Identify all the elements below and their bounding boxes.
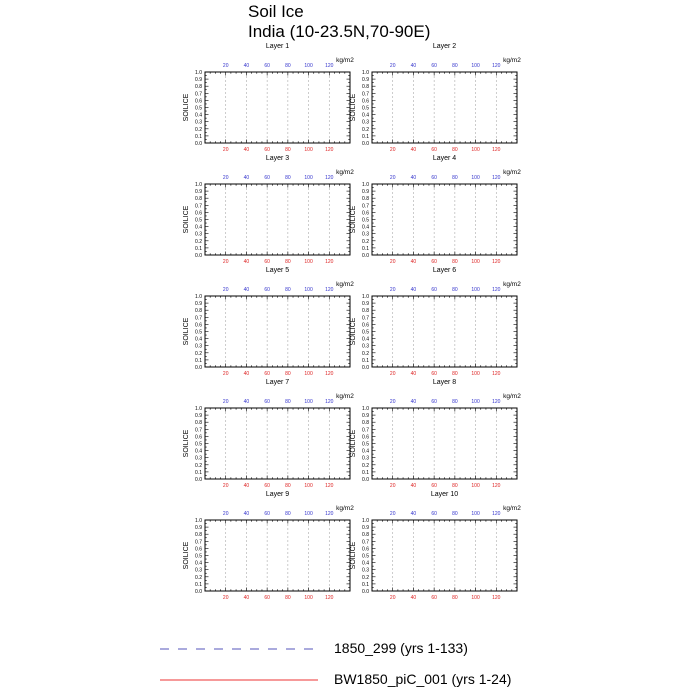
x-top-tick-label: 60 <box>431 287 437 293</box>
y-tick-label: 0.6 <box>362 210 369 217</box>
x-bottom-tick-label: 40 <box>243 147 250 153</box>
y-tick-label: 0.8 <box>362 532 369 539</box>
x-top-tick-label: 80 <box>452 511 458 517</box>
y-tick-label: 0.5 <box>195 105 202 112</box>
top-axis-unit: kg/m2 <box>503 281 521 288</box>
y-tick-label: 0.2 <box>195 238 202 245</box>
x-bottom-tick-label: 100 <box>304 483 313 489</box>
x-bottom-tick-label: 20 <box>222 595 229 601</box>
x-bottom-tick-label: 40 <box>410 259 417 265</box>
y-tick-label: 0.9 <box>195 189 202 196</box>
x-bottom-tick-label: 20 <box>389 371 396 377</box>
x-top-tick-label: 40 <box>410 287 417 293</box>
y-axis-label: SOILICE <box>183 429 190 458</box>
top-axis-unit: kg/m2 <box>503 57 521 64</box>
x-top-tick-label: 40 <box>410 63 417 69</box>
x-top-tick-label: 40 <box>243 287 250 293</box>
x-top-tick-label: 80 <box>285 175 291 181</box>
y-tick-label: 0.8 <box>195 420 202 427</box>
y-tick-label: 0.7 <box>195 315 202 322</box>
y-tick-label: 0.8 <box>195 84 202 91</box>
y-tick-label: 0.8 <box>195 532 202 539</box>
x-top-tick-label: 80 <box>285 63 291 69</box>
x-top-tick-label: 100 <box>471 63 480 69</box>
top-axis-unit: kg/m2 <box>336 281 354 288</box>
panel-6 <box>350 267 521 377</box>
x-top-tick-label: 40 <box>410 511 417 517</box>
legend-label-2: BW1850_piC_001 (yrs 1-24) <box>334 671 512 687</box>
x-bottom-tick-label: 120 <box>325 483 334 489</box>
y-tick-label: 0.1 <box>362 133 369 140</box>
plot-frame <box>205 520 350 591</box>
y-tick-label: 1.0 <box>195 518 202 524</box>
x-bottom-tick-label: 20 <box>389 483 396 489</box>
x-top-tick-label: 120 <box>492 511 501 517</box>
x-top-tick-label: 120 <box>492 175 501 181</box>
x-top-tick-label: 40 <box>243 399 250 405</box>
y-tick-label: 0.3 <box>195 343 202 350</box>
y-tick-label: 1.0 <box>362 182 369 188</box>
y-tick-label: 0.8 <box>362 84 369 91</box>
y-tick-label: 0.1 <box>362 357 369 364</box>
x-top-tick-label: 40 <box>410 175 417 181</box>
x-top-tick-label: 120 <box>325 399 334 405</box>
y-tick-label: 0.1 <box>195 133 202 140</box>
top-axis-unit: kg/m2 <box>336 393 354 400</box>
y-tick-label: 0.7 <box>362 427 369 434</box>
y-tick-label: 0.1 <box>362 469 369 476</box>
y-axis-label: SOILICE <box>183 205 190 234</box>
y-tick-label: 0.0 <box>362 477 369 483</box>
y-tick-label: 0.5 <box>362 105 369 112</box>
x-top-tick-label: 20 <box>222 63 229 69</box>
y-tick-label: 0.8 <box>195 308 202 315</box>
y-tick-label: 0.7 <box>362 203 369 210</box>
x-top-tick-label: 40 <box>243 63 250 69</box>
x-bottom-tick-label: 60 <box>264 595 270 601</box>
x-top-tick-label: 60 <box>264 63 270 69</box>
x-bottom-tick-label: 100 <box>471 595 480 601</box>
x-bottom-tick-label: 60 <box>264 259 270 265</box>
x-bottom-tick-label: 40 <box>243 595 250 601</box>
y-tick-label: 0.7 <box>362 539 369 546</box>
x-top-tick-label: 100 <box>471 399 480 405</box>
y-axis-label: SOILICE <box>350 205 357 234</box>
y-tick-label: 0.1 <box>195 357 202 364</box>
y-tick-label: 1.0 <box>195 70 202 76</box>
y-tick-label: 0.2 <box>195 350 202 357</box>
panel-title: Layer 4 <box>432 155 457 162</box>
x-bottom-tick-label: 60 <box>431 483 437 489</box>
y-tick-label: 0.7 <box>362 91 369 98</box>
y-tick-label: 0.0 <box>362 589 369 595</box>
x-top-tick-label: 60 <box>431 399 437 405</box>
y-tick-label: 0.5 <box>362 441 369 448</box>
panel-2 <box>350 43 521 153</box>
y-tick-label: 0.4 <box>362 224 369 231</box>
y-tick-label: 0.9 <box>362 413 369 420</box>
x-bottom-tick-label: 120 <box>492 595 501 601</box>
x-bottom-tick-label: 120 <box>492 259 501 265</box>
x-bottom-tick-label: 100 <box>304 595 313 601</box>
y-tick-label: 0.2 <box>362 350 369 357</box>
y-tick-label: 0.3 <box>195 231 202 238</box>
x-bottom-tick-label: 20 <box>389 147 396 153</box>
x-bottom-tick-label: 100 <box>471 371 480 377</box>
x-top-tick-label: 40 <box>410 399 417 405</box>
x-top-tick-label: 100 <box>471 511 480 517</box>
x-top-tick-label: 60 <box>264 511 270 517</box>
y-tick-label: 0.2 <box>195 574 202 581</box>
y-tick-label: 0.0 <box>195 477 202 483</box>
x-top-tick-label: 20 <box>389 511 396 517</box>
y-tick-label: 0.6 <box>362 98 369 105</box>
x-top-tick-label: 120 <box>325 287 334 293</box>
x-top-tick-label: 20 <box>389 399 396 405</box>
x-bottom-tick-label: 60 <box>431 147 437 153</box>
y-tick-label: 0.9 <box>195 413 202 420</box>
x-top-tick-label: 120 <box>325 175 334 181</box>
x-bottom-tick-label: 100 <box>304 147 313 153</box>
plot-frame <box>205 72 350 143</box>
y-axis-label: SOILICE <box>350 541 357 570</box>
y-tick-label: 1.0 <box>195 294 202 300</box>
panel-3 <box>183 155 354 265</box>
y-tick-label: 0.4 <box>195 112 202 119</box>
top-axis-unit: kg/m2 <box>336 169 354 176</box>
x-top-tick-label: 80 <box>452 175 458 181</box>
panel-title: Layer 7 <box>265 379 290 386</box>
plot-frame <box>372 408 517 479</box>
x-top-tick-label: 100 <box>304 287 313 293</box>
x-top-tick-label: 20 <box>222 287 229 293</box>
x-bottom-tick-label: 80 <box>452 259 458 265</box>
y-tick-label: 0.3 <box>362 567 369 574</box>
y-tick-label: 0.8 <box>362 308 369 315</box>
x-bottom-tick-label: 20 <box>222 483 229 489</box>
x-top-tick-label: 120 <box>492 399 501 405</box>
y-tick-label: 0.2 <box>195 462 202 469</box>
y-tick-label: 0.6 <box>362 322 369 329</box>
x-bottom-tick-label: 80 <box>452 595 458 601</box>
x-bottom-tick-label: 20 <box>222 147 229 153</box>
y-tick-label: 0.9 <box>362 77 369 84</box>
x-top-tick-label: 20 <box>222 175 229 181</box>
top-axis-unit: kg/m2 <box>503 169 521 176</box>
y-tick-label: 0.3 <box>195 455 202 462</box>
top-axis-unit: kg/m2 <box>503 393 521 400</box>
y-tick-label: 0.0 <box>195 589 202 595</box>
x-bottom-tick-label: 40 <box>243 371 250 377</box>
x-top-tick-label: 20 <box>389 63 396 69</box>
y-axis-label: SOILICE <box>183 541 190 570</box>
y-tick-label: 0.7 <box>362 315 369 322</box>
x-bottom-tick-label: 60 <box>264 483 270 489</box>
x-bottom-tick-label: 120 <box>325 595 334 601</box>
x-bottom-tick-label: 20 <box>222 371 229 377</box>
y-tick-label: 0.8 <box>362 196 369 203</box>
x-top-tick-label: 80 <box>285 399 291 405</box>
x-bottom-tick-label: 40 <box>410 147 417 153</box>
plot-frame <box>205 408 350 479</box>
x-bottom-tick-label: 40 <box>243 259 250 265</box>
x-bottom-tick-label: 40 <box>410 595 417 601</box>
y-tick-label: 0.9 <box>362 189 369 196</box>
x-bottom-tick-label: 80 <box>285 483 291 489</box>
panel-7 <box>183 379 354 489</box>
x-top-tick-label: 80 <box>285 287 291 293</box>
x-bottom-tick-label: 80 <box>285 371 291 377</box>
y-tick-label: 0.4 <box>362 448 369 455</box>
x-bottom-tick-label: 60 <box>431 595 437 601</box>
x-bottom-tick-label: 100 <box>471 147 480 153</box>
x-bottom-tick-label: 80 <box>285 595 291 601</box>
x-top-tick-label: 20 <box>389 175 396 181</box>
y-tick-label: 0.1 <box>362 581 369 588</box>
x-top-tick-label: 20 <box>222 399 229 405</box>
x-top-tick-label: 20 <box>389 287 396 293</box>
y-tick-label: 0.2 <box>195 126 202 133</box>
y-tick-label: 0.8 <box>195 196 202 203</box>
x-bottom-tick-label: 20 <box>222 259 229 265</box>
panel-title: Layer 9 <box>265 491 290 498</box>
x-bottom-tick-label: 100 <box>471 259 480 265</box>
plot-frame <box>205 296 350 367</box>
y-tick-label: 0.3 <box>195 119 202 126</box>
y-tick-label: 0.7 <box>195 539 202 546</box>
y-tick-label: 0.4 <box>195 560 202 567</box>
y-tick-label: 0.6 <box>195 434 202 441</box>
panel-9 <box>183 491 354 601</box>
y-tick-label: 0.3 <box>362 231 369 238</box>
y-tick-label: 0.3 <box>195 567 202 574</box>
panel-title: Layer 10 <box>430 491 459 498</box>
x-top-tick-label: 120 <box>325 63 334 69</box>
y-tick-label: 1.0 <box>362 518 369 524</box>
y-tick-label: 0.5 <box>362 553 369 560</box>
y-tick-label: 0.3 <box>362 455 369 462</box>
y-tick-label: 1.0 <box>362 406 369 412</box>
x-top-tick-label: 40 <box>243 175 250 181</box>
y-tick-label: 0.1 <box>195 245 202 252</box>
y-axis-label: SOILICE <box>350 93 357 122</box>
x-top-tick-label: 80 <box>285 511 291 517</box>
x-top-tick-label: 100 <box>304 511 313 517</box>
x-top-tick-label: 100 <box>471 175 480 181</box>
x-top-tick-label: 60 <box>431 175 437 181</box>
panel-4 <box>350 155 521 265</box>
legend-label-1: 1850_299 (yrs 1-133) <box>334 640 468 656</box>
plot-frame <box>372 520 517 591</box>
y-tick-label: 1.0 <box>195 182 202 188</box>
y-tick-label: 0.0 <box>195 365 202 371</box>
panel-title: Layer 6 <box>432 267 457 274</box>
y-tick-label: 0.0 <box>362 141 369 147</box>
top-axis-unit: kg/m2 <box>336 505 354 512</box>
x-top-tick-label: 100 <box>471 287 480 293</box>
y-tick-label: 0.7 <box>195 203 202 210</box>
x-bottom-tick-label: 120 <box>325 147 334 153</box>
x-bottom-tick-label: 80 <box>452 371 458 377</box>
y-tick-label: 0.5 <box>195 553 202 560</box>
x-top-tick-label: 40 <box>243 511 250 517</box>
x-top-tick-label: 100 <box>304 175 313 181</box>
x-top-tick-label: 120 <box>492 63 501 69</box>
x-bottom-tick-label: 60 <box>431 259 437 265</box>
y-tick-label: 0.2 <box>362 126 369 133</box>
x-bottom-tick-label: 60 <box>431 371 437 377</box>
y-tick-label: 1.0 <box>195 406 202 412</box>
x-top-tick-label: 80 <box>452 63 458 69</box>
y-tick-label: 0.8 <box>362 420 369 427</box>
panel-title: Layer 5 <box>265 267 290 274</box>
y-tick-label: 0.1 <box>195 469 202 476</box>
panel-8 <box>350 379 521 489</box>
top-axis-unit: kg/m2 <box>503 505 521 512</box>
y-tick-label: 0.9 <box>362 301 369 308</box>
x-top-tick-label: 60 <box>431 63 437 69</box>
x-top-tick-label: 120 <box>492 287 501 293</box>
y-tick-label: 0.0 <box>195 253 202 259</box>
y-tick-label: 0.2 <box>362 238 369 245</box>
panel-10 <box>350 491 521 601</box>
x-top-tick-label: 80 <box>452 287 458 293</box>
plot-frame <box>372 296 517 367</box>
y-tick-label: 0.6 <box>195 546 202 553</box>
y-tick-label: 0.6 <box>195 98 202 105</box>
y-tick-label: 0.4 <box>195 336 202 343</box>
y-tick-label: 0.3 <box>362 119 369 126</box>
x-top-tick-label: 60 <box>431 511 437 517</box>
x-bottom-tick-label: 80 <box>452 483 458 489</box>
x-bottom-tick-label: 40 <box>410 371 417 377</box>
x-bottom-tick-label: 100 <box>304 371 313 377</box>
y-tick-label: 0.0 <box>195 141 202 147</box>
y-tick-label: 0.1 <box>362 245 369 252</box>
x-bottom-tick-label: 120 <box>325 259 334 265</box>
y-tick-label: 0.5 <box>195 441 202 448</box>
x-bottom-tick-label: 20 <box>389 595 396 601</box>
y-tick-label: 1.0 <box>362 70 369 76</box>
y-tick-label: 0.9 <box>362 525 369 532</box>
x-top-tick-label: 80 <box>452 399 458 405</box>
y-tick-label: 0.0 <box>362 253 369 259</box>
chart-subtitle: India (10-23.5N,70-90E) <box>248 22 431 41</box>
y-tick-label: 0.0 <box>362 365 369 371</box>
x-bottom-tick-label: 120 <box>325 371 334 377</box>
top-axis-unit: kg/m2 <box>336 57 354 64</box>
x-top-tick-label: 60 <box>264 287 270 293</box>
panel-5 <box>183 267 354 377</box>
y-tick-label: 1.0 <box>362 294 369 300</box>
y-tick-label: 0.5 <box>195 329 202 336</box>
panel-title: Layer 1 <box>265 43 290 50</box>
x-bottom-tick-label: 120 <box>492 483 501 489</box>
x-top-tick-label: 100 <box>304 63 313 69</box>
y-tick-label: 0.7 <box>195 427 202 434</box>
x-top-tick-label: 100 <box>304 399 313 405</box>
y-tick-label: 0.4 <box>195 224 202 231</box>
y-tick-label: 0.3 <box>362 343 369 350</box>
chart-title: Soil Ice <box>248 2 304 21</box>
x-bottom-tick-label: 100 <box>471 483 480 489</box>
y-tick-label: 0.4 <box>195 448 202 455</box>
y-tick-label: 0.5 <box>362 217 369 224</box>
plot-frame <box>372 184 517 255</box>
y-tick-label: 0.4 <box>362 112 369 119</box>
panel-title: Layer 2 <box>432 43 457 50</box>
x-top-tick-label: 120 <box>325 511 334 517</box>
x-top-tick-label: 20 <box>222 511 229 517</box>
y-tick-label: 0.4 <box>362 560 369 567</box>
x-bottom-tick-label: 40 <box>243 483 250 489</box>
y-tick-label: 0.6 <box>362 434 369 441</box>
y-tick-label: 0.9 <box>195 525 202 532</box>
y-tick-label: 0.9 <box>195 301 202 308</box>
y-tick-label: 0.6 <box>195 210 202 217</box>
x-bottom-tick-label: 20 <box>389 259 396 265</box>
y-tick-label: 0.2 <box>362 574 369 581</box>
y-tick-label: 0.5 <box>195 217 202 224</box>
y-tick-label: 0.2 <box>362 462 369 469</box>
y-tick-label: 0.6 <box>362 546 369 553</box>
y-tick-label: 0.7 <box>195 91 202 98</box>
x-bottom-tick-label: 100 <box>304 259 313 265</box>
plot-frame <box>372 72 517 143</box>
plot-frame <box>205 184 350 255</box>
y-tick-label: 0.9 <box>195 77 202 84</box>
x-bottom-tick-label: 40 <box>410 483 417 489</box>
x-bottom-tick-label: 80 <box>452 147 458 153</box>
y-axis-label: SOILICE <box>183 93 190 122</box>
x-bottom-tick-label: 80 <box>285 147 291 153</box>
y-tick-label: 0.6 <box>195 322 202 329</box>
panel-title: Layer 8 <box>432 379 457 386</box>
x-top-tick-label: 60 <box>264 399 270 405</box>
x-bottom-tick-label: 60 <box>264 371 270 377</box>
x-bottom-tick-label: 120 <box>492 147 501 153</box>
y-axis-label: SOILICE <box>350 317 357 346</box>
panel-title: Layer 3 <box>265 155 290 162</box>
y-axis-label: SOILICE <box>350 429 357 458</box>
y-tick-label: 0.5 <box>362 329 369 336</box>
y-axis-label: SOILICE <box>183 317 190 346</box>
x-bottom-tick-label: 80 <box>285 259 291 265</box>
x-bottom-tick-label: 120 <box>492 371 501 377</box>
panel-1 <box>183 43 354 153</box>
y-tick-label: 0.4 <box>362 336 369 343</box>
x-top-tick-label: 60 <box>264 175 270 181</box>
y-tick-label: 0.1 <box>195 581 202 588</box>
x-bottom-tick-label: 60 <box>264 147 270 153</box>
